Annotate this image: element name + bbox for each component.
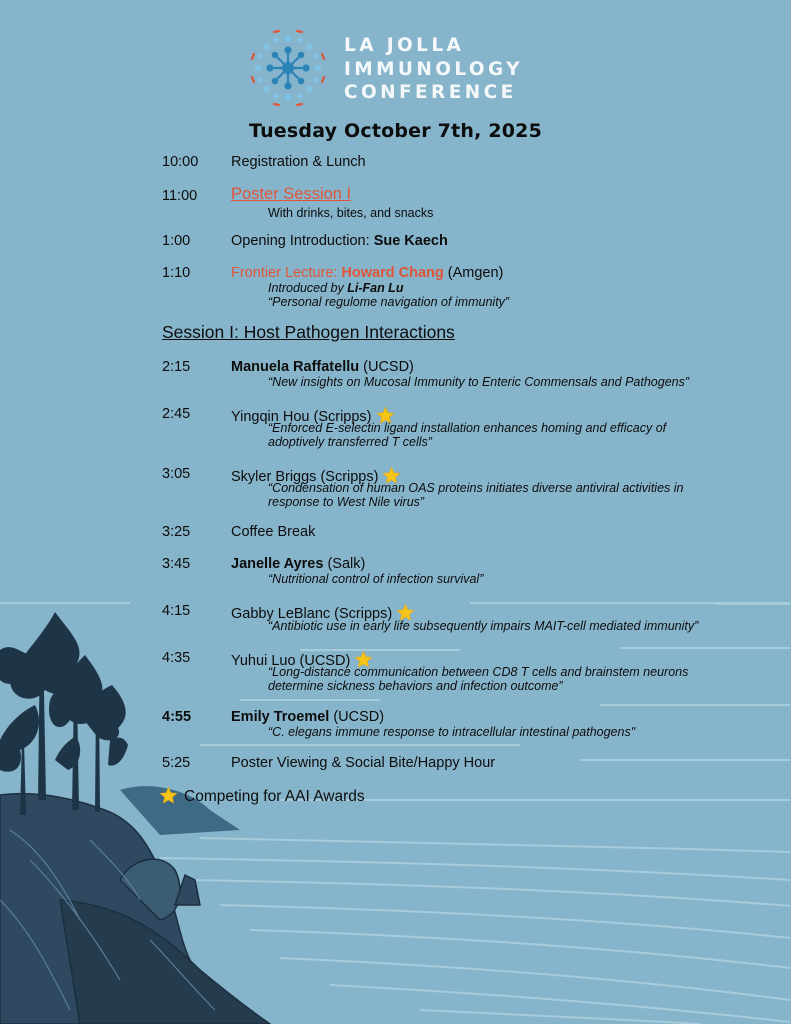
- schedule-time: 3:05: [162, 466, 191, 482]
- speaker-name: Manuela Raffatellu: [231, 359, 360, 375]
- speaker-affiliation: (UCSD): [359, 359, 414, 375]
- day-title: Tuesday October 7th, 2025: [249, 120, 542, 142]
- talk-title: “C. elegans immune response to intracellular intestinal pathogens": [268, 725, 636, 739]
- schedule-time: 3:45: [162, 556, 191, 572]
- talk-title-line-1: “Condensation of human OAS proteins initiates diverse antiviral activities in: [268, 481, 684, 495]
- talk-title-line-1: “Enforced E-selectin ligand installation enhances homing and efficacy of: [268, 421, 667, 435]
- pine-trees: [0, 612, 128, 815]
- schedule-time: 4:15: [162, 603, 191, 619]
- speaker-name: Skyler Briggs (Scripps): [231, 469, 379, 485]
- schedule-prefix: Frontier Lecture:: [231, 265, 342, 281]
- schedule-title: Coffee Break: [231, 524, 316, 540]
- awards-legend: [159, 786, 365, 806]
- schedule-time: 4:35: [162, 650, 191, 666]
- talk-title: “Nutritional control of infection survival”: [268, 572, 484, 586]
- molecule-burst-icon: [248, 28, 328, 108]
- speaker-affiliation: (Amgen): [443, 265, 504, 281]
- talk-title: “Antibiotic use in early life subsequently impairs MAIT-cell mediated immunity”: [268, 619, 699, 633]
- section-title: Session I: Host Pathogen Interactions: [162, 322, 455, 342]
- logo-line-3: CONFERENCE: [344, 82, 517, 103]
- speaker-name: Yingqin Hou (Scripps): [231, 409, 372, 425]
- schedule-time: 4:55: [162, 709, 192, 725]
- conference-logo: [248, 30, 538, 108]
- schedule-time: 11:00: [162, 188, 198, 204]
- poster-session-link[interactable]: Poster Session I: [231, 185, 352, 203]
- talk-title: “Personal regulome navigation of immunity”: [268, 295, 510, 309]
- logo-wordmark: [344, 34, 523, 105]
- intro-name: Li-Fan Lu: [347, 281, 404, 295]
- schedule-time: 5:25: [162, 755, 191, 771]
- schedule-time: 2:45: [162, 406, 191, 422]
- schedule-time: 3:25: [162, 524, 191, 540]
- talk-title-line-2: determine sickness behaviors and infection outcome”: [268, 679, 563, 693]
- talk-title-line-2: adoptively transferred T cells”: [268, 435, 432, 449]
- schedule-time: 1:10: [162, 265, 191, 281]
- speaker-name: Sue Kaech: [373, 233, 448, 249]
- schedule-note: With drinks, bites, and snacks: [268, 206, 434, 220]
- intro-prefix: Introduced by: [268, 281, 348, 295]
- schedule-time: 2:15: [162, 359, 191, 375]
- schedule-title: Poster Viewing & Social Bite/Happy Hour: [231, 755, 496, 771]
- schedule-time: 1:00: [162, 233, 191, 249]
- talk-title-line-1: “Long-distance communication between CD8 T cells and brainstem neurons: [268, 665, 689, 679]
- logo-line-1: LA JOLLA: [344, 35, 465, 56]
- speaker-name: Janelle Ayres: [231, 556, 324, 572]
- speaker-affiliation: (UCSD): [329, 709, 385, 725]
- legend-label: Competing for AAI Awards: [184, 788, 365, 805]
- star-icon: [159, 786, 178, 805]
- talk-title: “New insights on Mucosal Immunity to Enteric Commensals and Pathogens”: [268, 375, 690, 389]
- speaker-name: Gabby LeBlanc (Scripps): [231, 606, 393, 622]
- speaker-name: Howard Chang: [341, 265, 444, 281]
- talk-title-line-2: response to West Nile virus”: [268, 495, 425, 509]
- logo-line-2: IMMUNOLOGY: [344, 58, 523, 80]
- speaker-name: Yuhui Luo (UCSD): [231, 653, 351, 669]
- schedule-prefix: Opening Introduction:: [231, 233, 374, 249]
- schedule-title: Registration & Lunch: [231, 154, 366, 170]
- speaker-affiliation: (Salk): [323, 556, 366, 572]
- speaker-name: Emily Troemel: [231, 709, 330, 725]
- schedule-time: 10:00: [162, 154, 199, 170]
